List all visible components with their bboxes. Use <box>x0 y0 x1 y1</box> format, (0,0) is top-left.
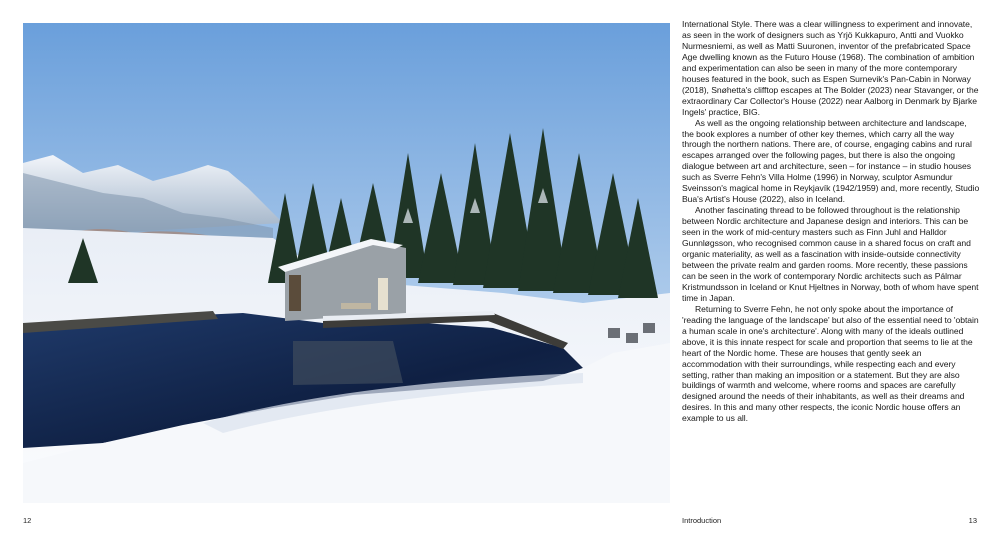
paragraph-1: International Style. There was a clear willingness to experiment and innovate, as seen in the work of designers such as Yrjö Kukkapuro, Antti and Vuokko Nurmesniemi, as well as Matti Suuronen, inventor of the prefabricated Space Age dwelling known as the Futuro House (1968). The combination of ambition and experimentation can also be seen in many of the more contemporary houses featured in the book, such as Espen Surnevik's Pan-Cabin in Norway (2018), Snøhetta's clifftop escapes at The Bolder (2023) near Stavanger, or the extraordinary Car Collector's House (2022) near Aalborg in Denmark by Bjarke Ingels' practice, BIG. <box>682 19 979 117</box>
running-footer-section: Introduction <box>682 516 722 525</box>
body-text-column <box>682 19 980 424</box>
paragraph-2: As well as the ongoing relationship between architecture and landscape, the book explores a number of other key themes, which carry all the way through the northern nations. There are, of course, engaging cabins and rural escapes arranged over the following pages, but there is also the ongoing dialogue between art and architecture, seen – for instance – in studio houses such as Sverre Fehn's Villa Holme (1996) in Norway, sculptor Asmundur Sveinsson's magical home in Reykjavík (1942/1959) and, more recently, Studio Bua's Artist's House (2022), also in Iceland. <box>682 117 980 205</box>
photo-illustration <box>23 23 670 503</box>
left-page-number: 12 <box>23 516 32 525</box>
right-page-number: 13 <box>968 516 977 525</box>
paragraph-4: Returning to Sverre Fehn, he not only spoke about the importance of 'reading the language of the landscape' but also of the essential need to 'obtain a human scale in one's architecture'. Along with many of the ideals outlined above, it is this innate respect for scale and proportion that seems to lie at the heart of the Nordic home. These are houses that gently seek an accommodation with their surroundings, while respecting each and every setting, rather than making an imposition or a statement. But they are also buildings of warmth and welcome, where rooms and spaces are carefully designed around the needs of their inhabitants, as well as their dreams and desires. In this and many other respects, the iconic Nordic house offers an example to us all. <box>682 303 979 424</box>
snow-cabin-photo <box>23 23 670 503</box>
paragraph-3: Another fascinating thread to be followed throughout is the relationship between Nordic architecture and Japanese design and interiors. This can be seen in the work of mid-century masters such as Finn Juhl and Halldor Gunnløgsson, who recognised common cause in a shared focus on craft and organic materiality, as well as a fascination with inside-outside connectivity between the private realm and garden rooms. More recently, these passions can be seen in the work of contemporary Nordic architects such as Pálmar Kristmundsson in Iceland or Knut Hjeltnes in Norway, both of whom have spent time in Japan. <box>682 205 979 303</box>
